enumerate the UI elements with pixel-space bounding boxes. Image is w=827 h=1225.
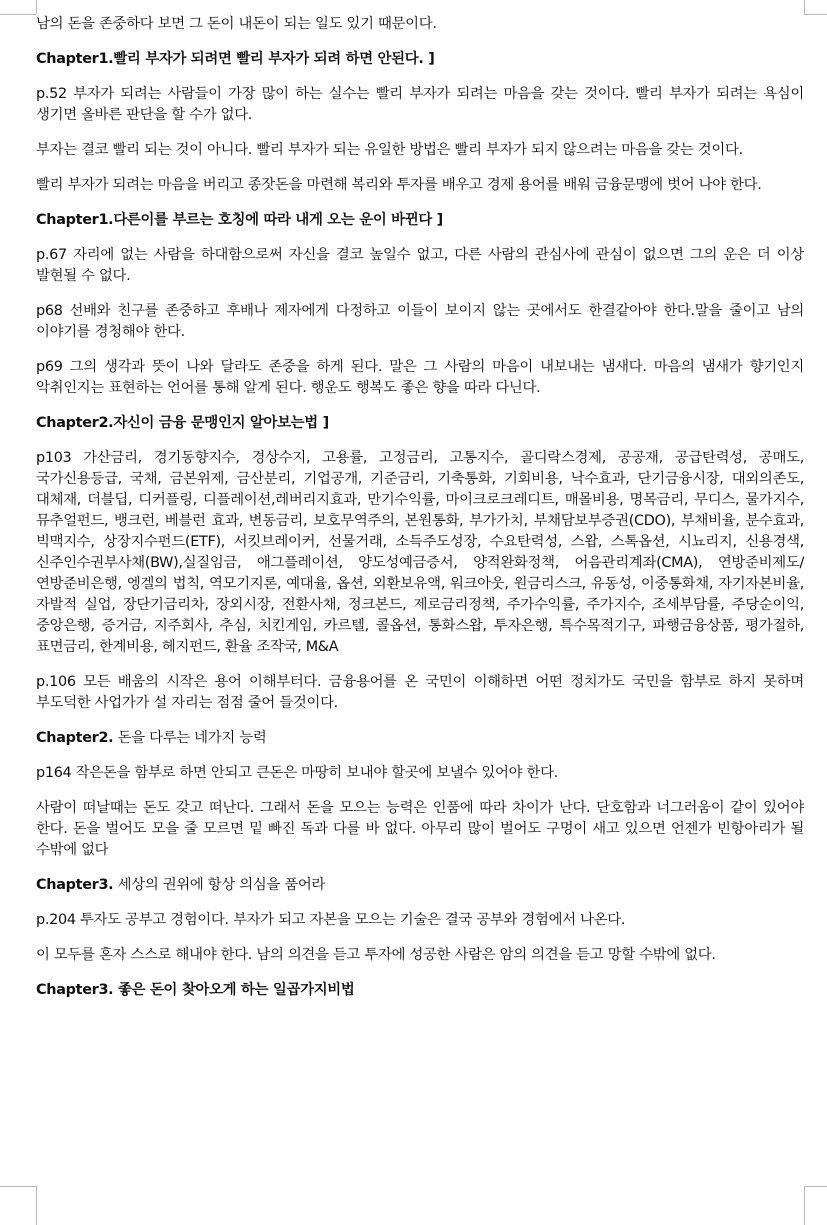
crop-mark-top-right-vertical [804,0,805,14]
paragraph-p52: p.52 부자가 되려는 사람들이 가장 많이 하는 실수는 빨리 부자가 되려는 마음을 갖는 것이다. 빨리 부자가 되려는 욕심이 생기면 올바른 판단을 할 수가 없다. [36,86,804,123]
chapter-title: 돈을 다루는 네가지 능력 [113,730,267,746]
paragraph-p164: p164 작은돈을 함부로 하면 안되고 큰돈은 마땅히 보내야 할곳에 보낼수 있어야 한다. [36,765,558,781]
crop-mark-top-right-horizontal [804,14,827,15]
crop-mark-bottom-left-vertical [36,1186,37,1225]
chapter-label: Chapter2. [36,730,114,746]
paragraph-p69: p69 그의 생각과 뜻이 나와 달라도 존중을 하게 된다. 말은 그 사람의 마음이 내보내는 냄새다. 마음의 냄새가 향기인지 악취인지는 표현하는 언어를 통해 알게 된다. 행운도 행복도 좋은 향을 따라 다닌다. [36,359,804,396]
paragraph-self-reliance: 이 모두를 혼자 스스로 해내야 한다. 남의 의견을 듣고 투자에 성공한 사람은 암의 의견을 듣고 망할 수밖에 없다. [36,947,716,963]
crop-mark-top-left-vertical [36,0,37,14]
heading-chapter3-seven-secrets: Chapter3. 좋은 돈이 찾아오게 하는 일곱가지비법 [36,982,355,998]
document-body [36,14,804,1015]
paragraph-seed-money: 빨리 부자가 되려는 마음을 버리고 종잣돈을 마련해 복리와 투자를 배우고 경제 용어를 배워 금융문맹에 벗어 나야 한다. [36,177,762,193]
paragraph-intro: 남의 돈을 존중하다 보면 그 돈이 내돈이 되는 일도 있기 때문이다. [36,16,437,32]
paragraph-p68: p68 선배와 친구를 존중하고 후배나 제자에게 다정하고 이들이 보이지 않는 곳에서도 한결같아야 한다.말을 줄이고 남의 이야기를 경청해야 한다. [36,303,804,340]
heading-chapter1-titles: Chapter1.다른이를 부르는 호칭에 따라 내게 오는 운이 바뀐다 ] [36,212,443,228]
paragraph-p103-terms: p103 가산금리, 경기동향지수, 경상수지, 고용률, 고정금리, 고통지수, 골디락스경제, 공공재, 공급탄력성, 공매도, 국가신용등급, 국채, 금본위제, 금산분리, 기업공개, 기준금리, 기축통화, 기회비용, 낙수효과, 단기금융시장, 대외의존도, 대체재, 더블딥, 디커플링, 디플레이션,레버리지효과, 만기수익률, 마이크로크레디트, 매몰비용, 명목금리, 무디스, 물가지수, 뮤추얼펀드, 뱅크런, 베블런 효과, 변동금리, 보호무역주의, 본원통화, 부가가치, 부채담보부증권(CDO), 부채비율, 분수효과, 빅맥지수, 상장지수펀드(ETF), 서킷브레이커, 선물거래, 소득주도성장, 수요탄력성, 스왑, 스톡옵션, 시뇨리지, 신용경색, 신주인수권부사채(BW),실질임금, 애그플레이션, 양도성예금증서, 양적완화정책, 어음관리계좌(CMA), 연방준비제도/연방준비은행, 엥겔의 법칙, 역모기지론, 예대율, 옵션, 외환보유액, 워크아웃, 원금리스크, 유동성, 이중통화채, 자기자본비율,자발적 실업, 장단기금리차, 장외시장, 전환사채, 정크본드, 제로금리정책, 주가수익률, 주가지수, 조세부담률, 주당순이익, 중앙은행, 증거금, 지주회사, 추심, 치킨게임, 카르텔, 콜옵션, 통화스왑, 투자은행, 특수목적기구, 파행금융상품, 평가절하, 표면금리, 한계비용, 헤지펀드, 환율 조작국, M&A [36,450,804,655]
crop-mark-bottom-right-vertical [804,1186,805,1225]
paragraph-saving-ability: 사람이 떠날때는 돈도 갖고 떠난다. 그래서 돈을 모으는 능력은 인품에 따라 차이가 난다. 단호함과 너그러움이 같이 있어야 한다. 돈을 벌어도 모을 줄 모르면 밑 빠진 독과 다를 바 없다. 아무리 많이 벌어도 구멍이 새고 있으면 언젠가 빈항아리가 될 수밖에 없다 [36,800,804,858]
chapter-title: 세상의 권위에 항상 의심을 품어라 [113,877,326,893]
paragraph-rich-not-fast: 부자는 결코 빨리 되는 것이 아니다. 빨리 부자가 되는 유일한 방법은 빨리 부자가 되지 않으려는 마음을 갖는 것이다. [36,142,743,158]
crop-mark-bottom-left-horizontal [0,1186,36,1187]
heading-chapter2-money-skills [36,728,804,749]
crop-mark-bottom-right-horizontal [804,1186,827,1187]
chapter-label: Chapter3. [36,877,114,893]
heading-chapter2-financial-literacy: Chapter2.자신이 금융 문맹인지 알아보는법 ] [36,415,329,431]
paragraph-p106: p.106 모든 배움의 시작은 용어 이해부터다. 금융용어를 온 국민이 이해하면 어떤 정치가도 국민을 함부로 하지 못하며 부도덕한 사업가가 설 자리는 점점 줄어 들것이다. [36,674,804,711]
crop-mark-top-left-horizontal [0,14,36,15]
paragraph-p67: p.67 자리에 없는 사람을 하대함으로써 자신을 결코 높일수 없고, 다른 사람의 관심사에 관심이 없으면 그의 운은 더 이상 발현될 수 없다. [36,247,804,284]
paragraph-p204: p.204 투자도 공부고 경험이다. 부자가 되고 자본을 모으는 기술은 결국 공부와 경험에서 나온다. [36,912,626,928]
heading-chapter3-authority [36,875,804,896]
heading-chapter1-quick-rich: Chapter1.빨리 부자가 되려면 빨리 부자가 되려 하면 안된다. ] [36,51,435,67]
